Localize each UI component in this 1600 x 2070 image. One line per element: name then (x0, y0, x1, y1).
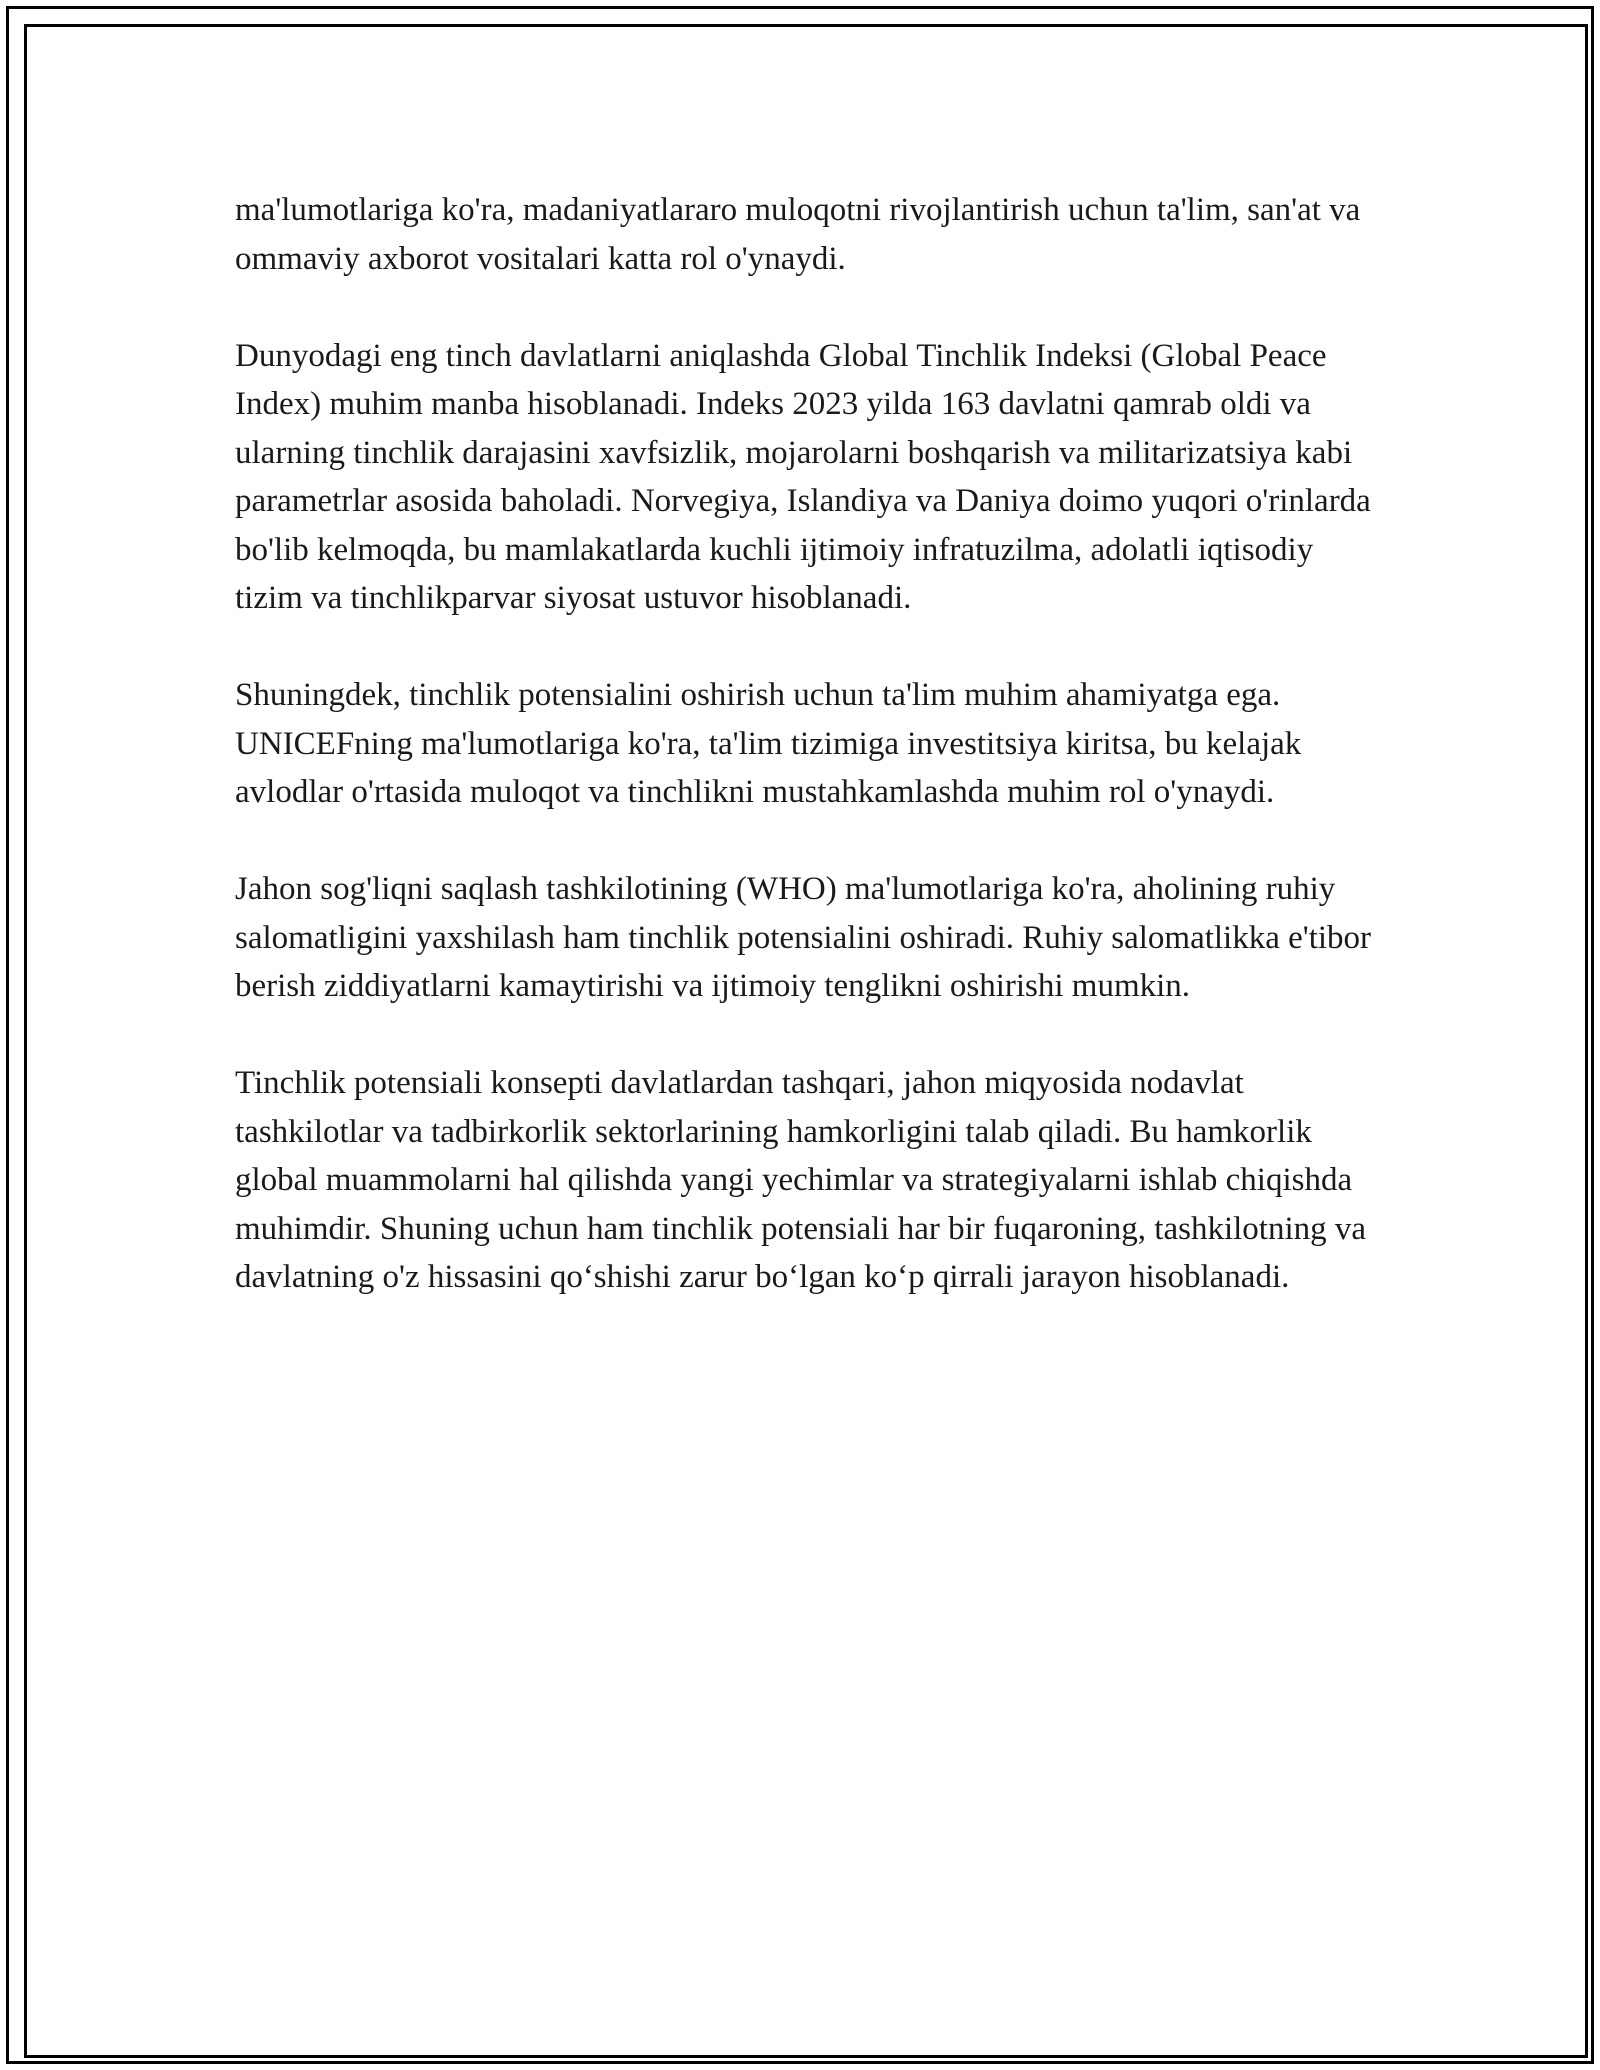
paragraph-mental-health-who: Jahon sog'liqni saqlash tashkilotining (WHO) ma'lumotlariga ko'ra, aholining ruhiy salomatligini yaxshilash ham tinchlik potensialini oshiradi. Ruhiy salomatlikka e'tibor berish ziddiyatlarni kamaytirishi va ijtimoiy tenglikni oshirishi mumkin. (235, 871, 1372, 1004)
paragraph-global-peace-index: Dunyodagi eng tinch davlatlarni aniqlashda Global Tinchlik Indeksi (Global Peace Index) muhim manba hisoblanadi. Indeks 2023 yilda 163 davlatni qamrab oldi va ularning tinchlik darajasini xavfsizlik, mojarolarni boshqarish va militarizatsiya kabi parametrlar asosida baholadi. Norvegiya, Islandiya va Daniya doimo yuqori o'rinlarda bo'lib kelmoqda, bu mamlakatlarda kuchli ijtimoiy infratuzilma, adolatli iqtisodiy tizim va tinchlikparvar siyosat ustuvor hisoblanadi. (235, 337, 1371, 616)
paragraph-education-unicef: Shuningdek, tinchlik potensialini oshirish uchun ta'lim muhim ahamiyatga ega. UNICEFning ma'lumotlariga ko'ra, ta'lim tizimiga investitsiya kiritsa, bu kelajak avlodlar o'rtasida muloqot va tinchlikni mustahkamlashda muhim rol o'ynaydi. (235, 677, 1302, 810)
paragraph-cooperation: Tinchlik potensiali konsepti davlatlardan tashqari, jahon miqyosida nodavlat tashkilotlar va tadbirkorlik sektorlarining hamkorligini talab qiladi. Bu hamkorlik global muammolarni hal qilishda yangi yechimlar va strategiyalarni ishlab chiqishda muhimdir. Shuning uchun ham tinchlik potensiali har bir fuqaroning, tashkilotning va davlatning o'z hissasini qo‘shishi zarur bo‘lgan ko‘p qirrali jarayon hisoblanadi. (235, 1065, 1367, 1295)
document-body (235, 186, 1375, 1302)
paragraph-intercultural-dialogue: ma'lumotlariga ko'ra, madaniyatlararo muloqotni rivojlantirish uchun ta'lim, san'at va ommaviy axborot vositalari katta rol o'ynaydi. (235, 192, 1361, 277)
